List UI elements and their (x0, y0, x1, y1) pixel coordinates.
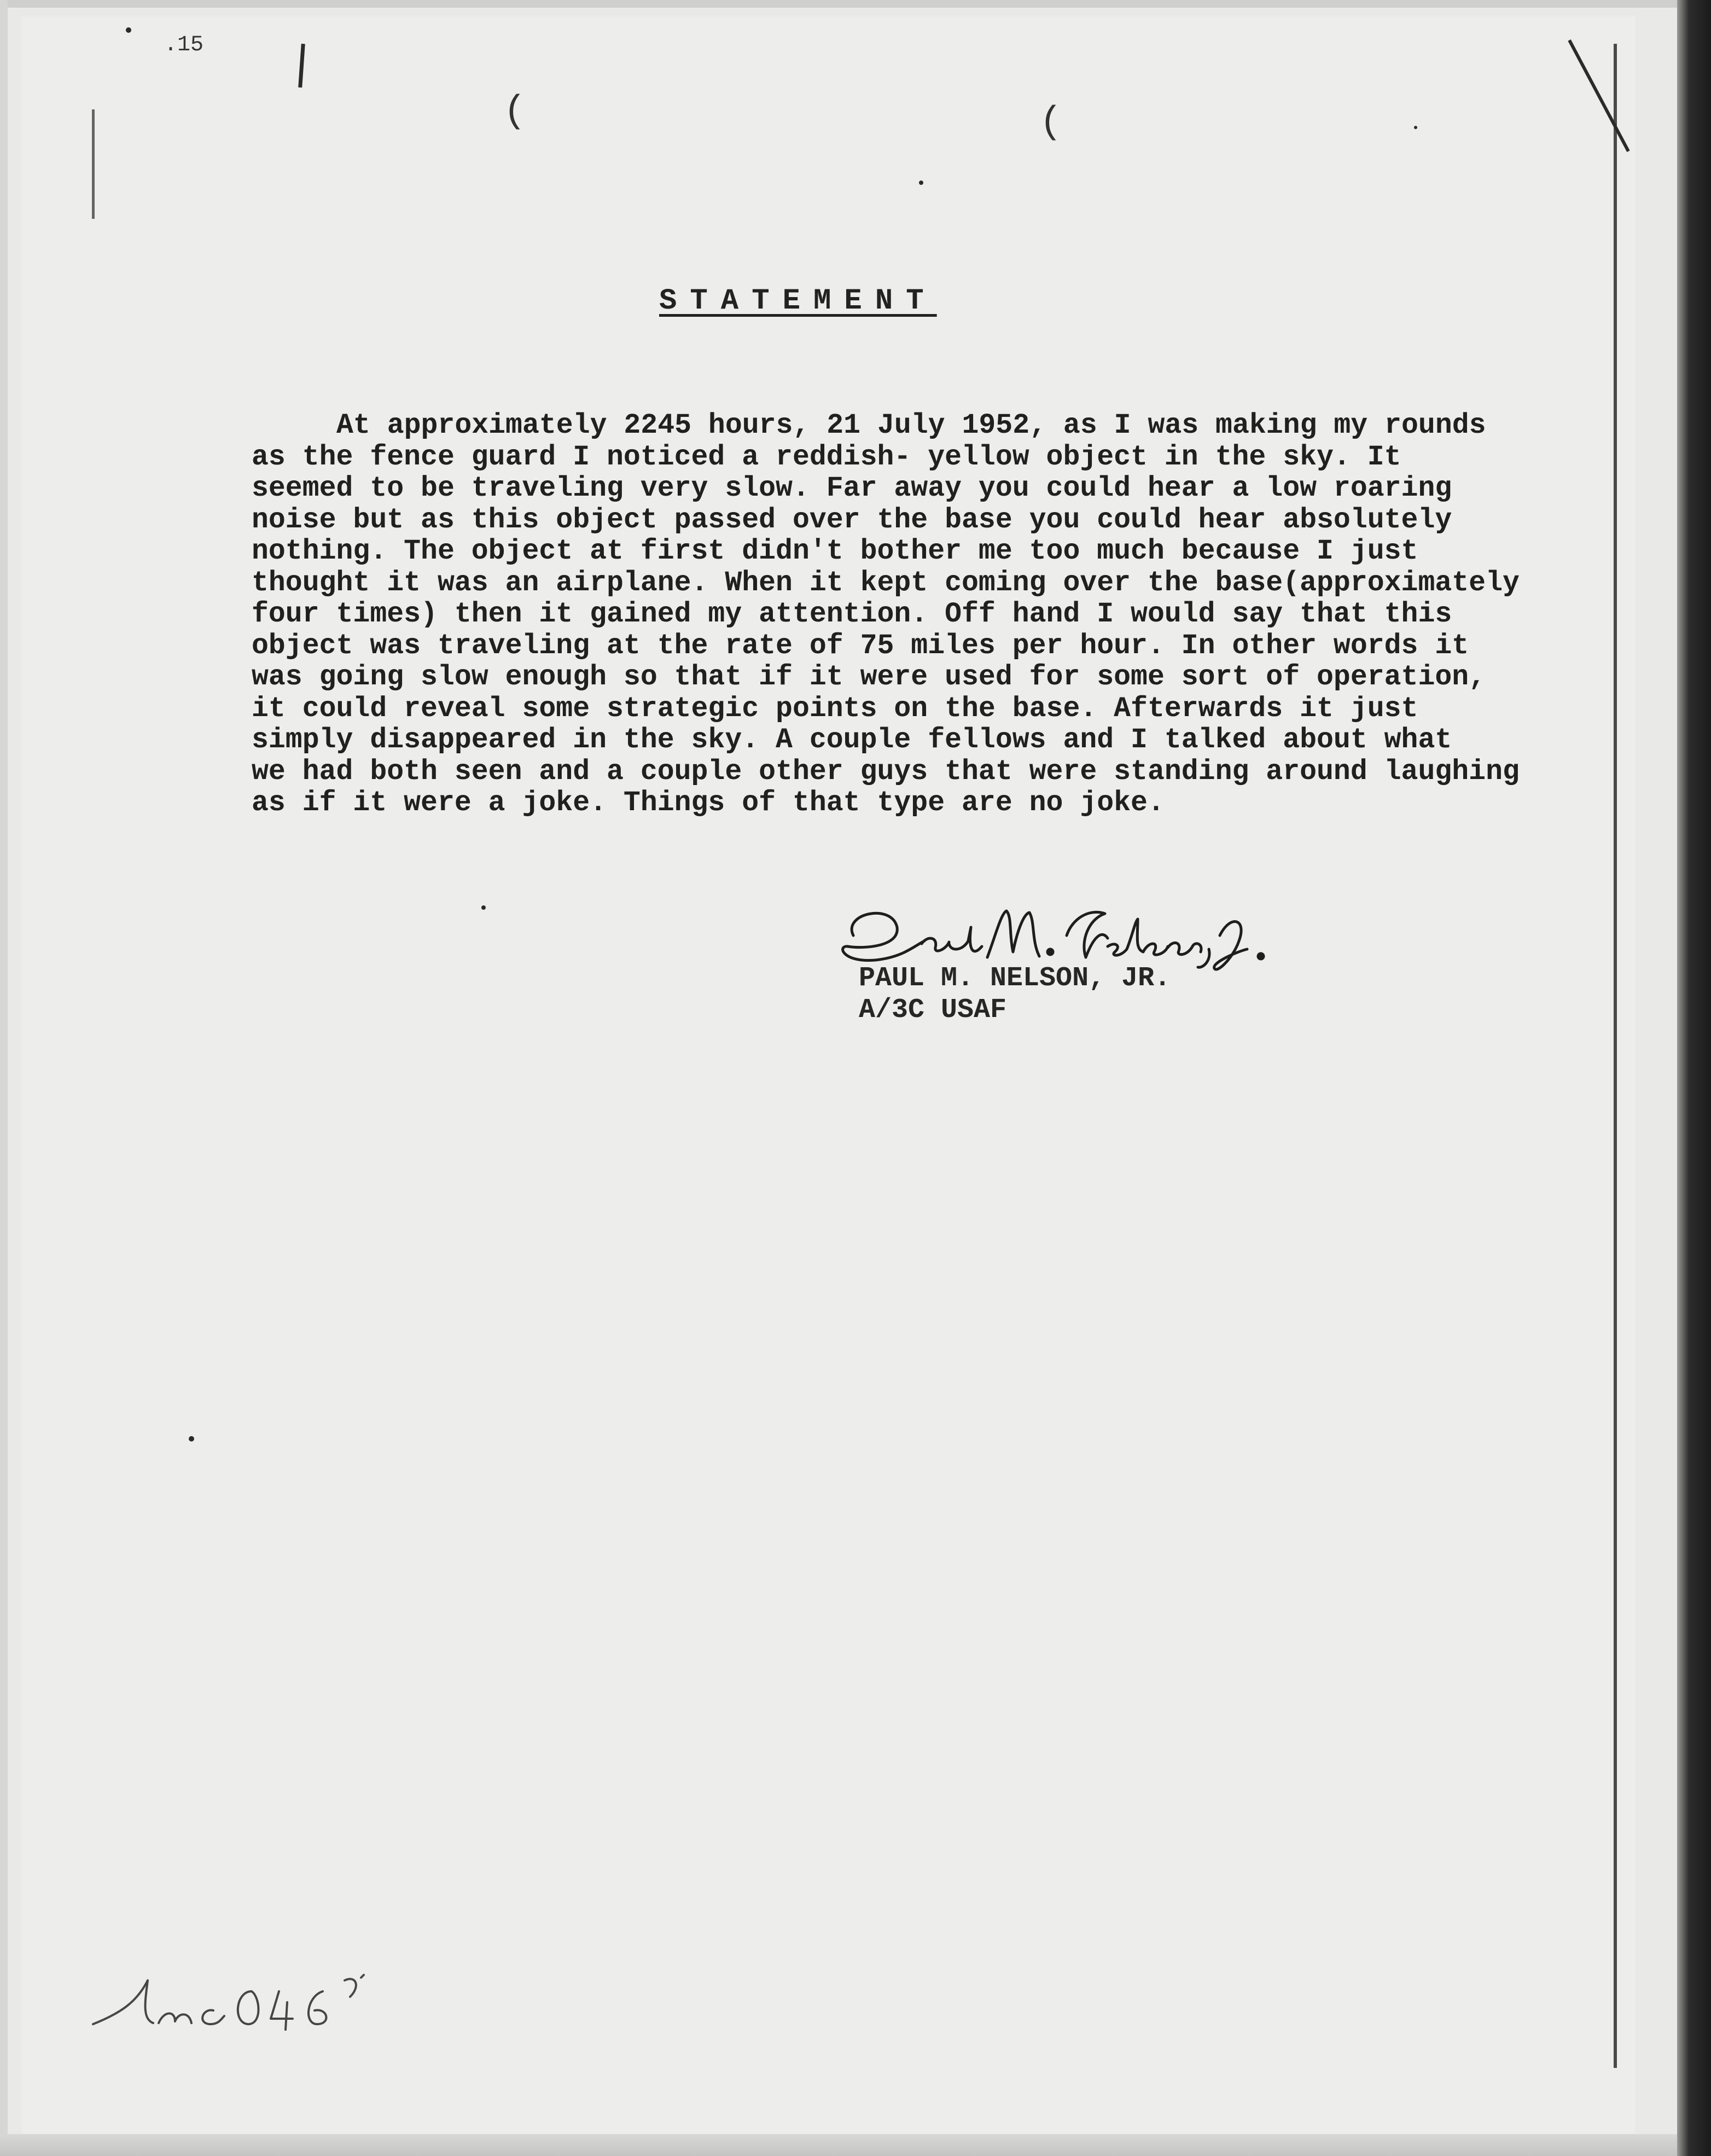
scan-border-bottom (0, 2134, 1711, 2156)
body-line: was going slow enough so that if it were used for some sort of operation, (252, 661, 1486, 693)
scan-border-right (1677, 0, 1711, 2156)
speck (189, 1436, 194, 1442)
margin-tick-2 (92, 109, 95, 219)
body-line: as if it were a joke. Things of that type are no joke. (252, 787, 1165, 819)
body-line: we had both seen and a couple other guys that were standing around laughing (252, 756, 1520, 788)
signer-block (859, 963, 1171, 1026)
scan-border-left (0, 0, 8, 2156)
speck (481, 905, 486, 910)
scan-border-top (0, 0, 1711, 8)
signer-rank: A/3C USAF (859, 995, 1007, 1026)
body-line: simply disappeared in the sky. A couple fellows and I talked about what (252, 724, 1452, 756)
signer-name: PAUL M. NELSON, JR. (859, 963, 1171, 994)
handwritten-annotation (88, 1959, 416, 2041)
document-title: STATEMENT (659, 284, 937, 318)
statement-body (252, 410, 1526, 820)
body-line: seemed to be traveling very slow. Far away you could hear a low roaring (252, 473, 1452, 504)
body-line: At approximately 2245 hours, 21 July 1952, as I was making my rounds (336, 410, 1486, 441)
speck (919, 181, 923, 185)
paper-edge-shadow (1614, 44, 1617, 2068)
stray-mark: ( (503, 90, 527, 133)
body-line: nothing. The object at first didn't bother me too much because I just (252, 536, 1418, 567)
body-line: object was traveling at the rate of 75 miles per hour. In other words it (252, 630, 1469, 662)
speck (126, 27, 131, 33)
stray-mark: ( (1039, 101, 1063, 144)
body-line: noise but as this object passed over the base you could hear absolutely (252, 504, 1452, 536)
speck (1414, 126, 1417, 129)
body-line: it could reveal some strategic points on the base. Afterwards it just (252, 693, 1418, 725)
body-line: thought it was an airplane. When it kept coming over the base(approximately (252, 567, 1520, 599)
body-line: four times) then it gained my attention. Off hand I would say that this (252, 598, 1452, 630)
paper-sheet (22, 16, 1636, 2134)
margin-note: .15 (164, 33, 204, 57)
body-line: as the fence guard I noticed a reddish- yellow object in the sky. It (252, 441, 1401, 473)
